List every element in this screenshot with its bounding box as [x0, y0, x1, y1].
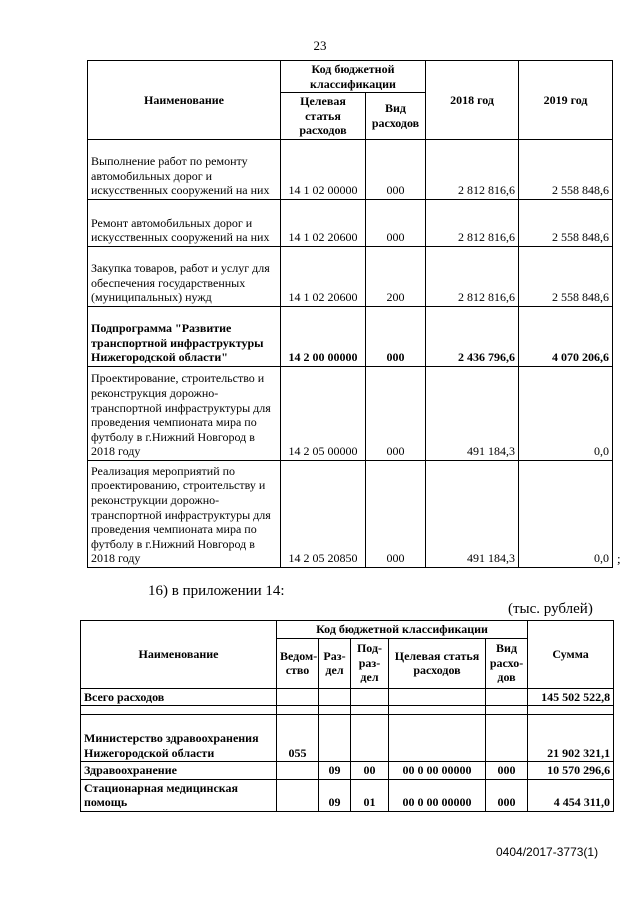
header-code-group: Код бюджетной классификации [277, 621, 528, 639]
table-row: Реализация мероприятий по проектированию, строительству и реконструкции дорожно-транспортной инфраструктуры для проведения чемпионата мира по футболу в г.Нижний Новгород в 2018 году 14 2 05 20850 000 491 184,3 0,0 [88, 460, 613, 567]
header-code-group: Код бюджетной классификации [281, 61, 426, 93]
trailing-semicolon: ; [617, 551, 621, 566]
table-row: Проектирование, строительство и реконструкция дорожно-транспортной инфраструктуры для проведения чемпионата мира по футболу в г.Нижний Новгород в 2018 году 14 2 05 00000 000 491 184,3 0,0 [88, 366, 613, 460]
header-2019: 2019 год [519, 61, 613, 140]
header-name: Наименование [81, 621, 277, 689]
header-kind: Вид расхо-дов [486, 638, 528, 688]
table-row: Здравоохранение 09 00 00 0 00 00000 000 10 570 296,6 [81, 762, 614, 780]
header-kind: Вид расходов [366, 93, 426, 140]
header-section: Раз-дел [319, 638, 351, 688]
header-sum: Сумма [528, 621, 614, 689]
table-row: Подпрограмма "Развитие транспортной инфраструктуры Нижегородской области" 14 2 00 00000 000 2 436 796,6 4 070 206,6 [88, 306, 613, 366]
table-row: Ремонт автомобильных дорог и искусственных сооружений на них 14 1 02 20600 000 2 812 816,6 2 558 848,6 [88, 199, 613, 246]
page-number: 23 [313, 38, 327, 53]
header-target: Целевая статья расходов [281, 93, 366, 140]
spacer-row [81, 706, 614, 715]
header-2018: 2018 год [426, 61, 519, 140]
table-row: Выполнение работ по ремонту автомобильных дорог и искусственных сооружений на них 14 1 02 00000 000 2 812 816,6 2 558 848,6 [88, 139, 613, 199]
header-name: Наименование [88, 61, 281, 140]
header-target: Целевая статья расходов [389, 638, 486, 688]
units-label: (тыс. рублей) [508, 601, 593, 617]
table-row: Стационарная медицинская помощь 09 01 00 0 00 00000 000 4 454 311,0 [81, 779, 614, 811]
header-subsection: Под-раз-дел [351, 638, 389, 688]
header-dept: Ведом-ство [277, 638, 319, 688]
total-row: Всего расходов 145 502 522,8 [81, 688, 614, 706]
budget-table-years [87, 60, 613, 568]
budget-table-departments [80, 620, 614, 812]
table-row: Закупка товаров, работ и услуг для обеспечения государственных (муниципальных) нужд 14 1 02 20600 200 2 812 816,6 2 558 848,6 [88, 246, 613, 306]
appendix-intro: 16) в приложении 14: [148, 583, 285, 599]
document-number: 0404/2017-3773(1) [496, 845, 599, 859]
table-row: Министерство здравоохранения Нижегородской области 055 21 902 321,1 [81, 715, 614, 762]
